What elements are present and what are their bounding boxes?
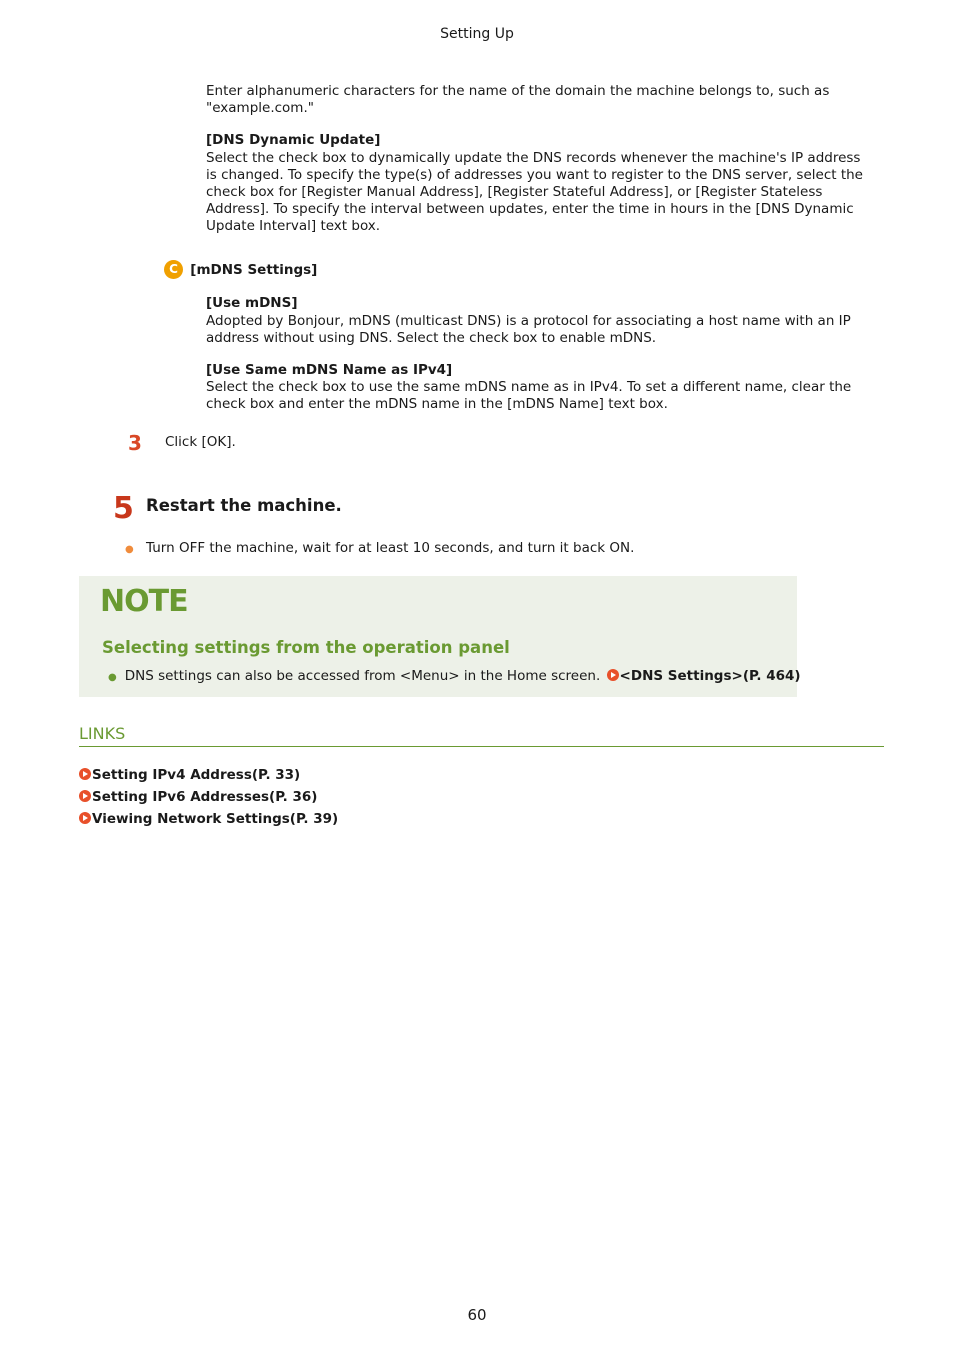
use-mdns-title: [Use mDNS]: [206, 295, 298, 311]
note-subtitle: Selecting settings from the operation panel: [102, 638, 510, 657]
note-bullet-text: DNS settings can also be accessed from <Menu> in the Home screen.: [124, 668, 601, 684]
link-arrow-icon: [79, 768, 91, 780]
same-mdns-name-body: Select the check box to use the same mDNS name as in IPv4. To set a different name, clear the check box and enter the mDNS name in the [mDNS Name] text box.: [206, 379, 852, 412]
substep-number: 3: [128, 431, 142, 455]
dns-settings-link[interactable]: [607, 668, 801, 684]
link-label: Viewing Network Settings(P. 39): [92, 811, 339, 827]
note-title: NOTE: [100, 584, 188, 619]
step-title: Restart the machine.: [146, 496, 342, 515]
link-label: Setting IPv4 Address(P. 33): [92, 767, 301, 783]
bullet-icon: ●: [125, 544, 134, 555]
step-bullet-text: Turn OFF the machine, wait for at least 10 seconds, and turn it back ON.: [146, 540, 635, 556]
links-heading: LINKS: [79, 724, 126, 743]
link-arrow-icon: [79, 812, 91, 824]
bullet-icon: ●: [108, 672, 117, 683]
link-arrow-icon: [607, 669, 619, 681]
mdns-settings-title: [mDNS Settings]: [190, 261, 318, 278]
dns-settings-link-label: <DNS Settings>(P. 464): [619, 668, 801, 684]
link-label: Setting IPv6 Addresses(P. 36): [92, 789, 318, 805]
substep-text: Click [OK].: [165, 434, 236, 450]
links-divider: [79, 746, 884, 747]
domain-name-description: Enter alphanumeric characters for the name of the domain the machine belongs to, such as "example.com.": [206, 83, 830, 116]
link-ipv4-address[interactable]: [79, 767, 300, 784]
mdns-settings-heading: [164, 260, 317, 279]
dns-dynamic-update-title: [DNS Dynamic Update]: [206, 132, 381, 148]
link-viewing-network-settings[interactable]: [79, 811, 338, 828]
dns-dynamic-update-body: Select the check box to dynamically update the DNS records whenever the machine's IP address is changed. To specify the type(s) of addresses you want to register to the DNS server, select the check box for [Register Manual Address], [Register Stateful Address], or [Register Stateless Address]. To specify the interval between updates, enter the time in hours in the [DNS Dynamic Update Interval] text box.: [206, 150, 863, 234]
note-bullet: [108, 668, 801, 686]
same-mdns-name-title: [Use Same mDNS Name as IPv4]: [206, 362, 453, 378]
step-number: 5: [113, 491, 134, 526]
link-ipv6-addresses[interactable]: [79, 789, 317, 806]
c-badge-icon: C: [164, 260, 183, 279]
link-arrow-icon: [79, 790, 91, 802]
step-bullet: [125, 540, 634, 558]
page-number: 60: [467, 1306, 487, 1324]
running-header: Setting Up: [440, 26, 514, 42]
use-mdns-body: Adopted by Bonjour, mDNS (multicast DNS) is a protocol for associating a host name with an IP address without using DNS. Select the check box to enable mDNS.: [206, 313, 851, 346]
